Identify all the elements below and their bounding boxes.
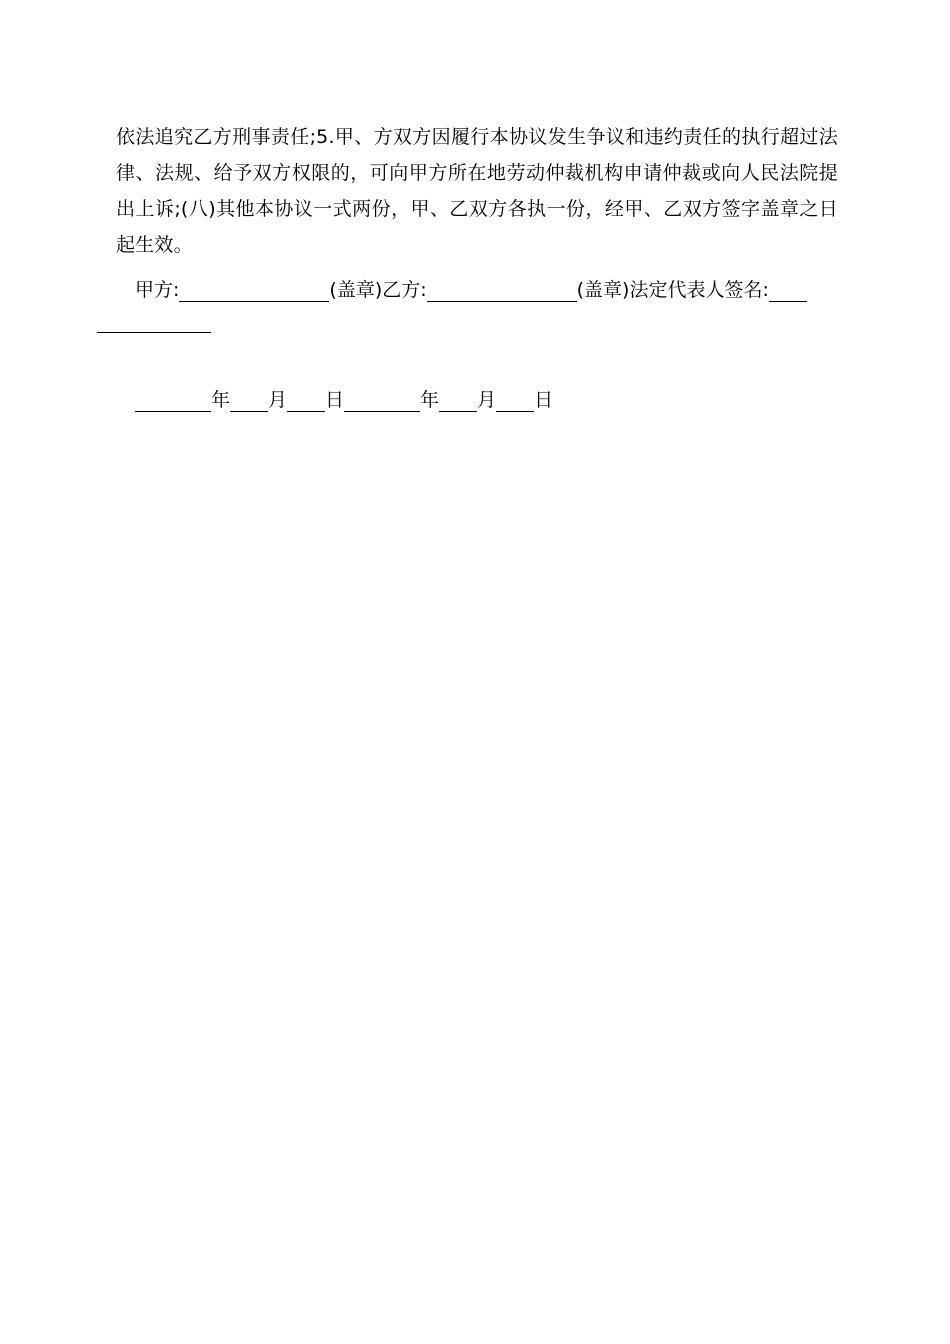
- party-a-seal: (盖章): [329, 279, 383, 301]
- day-label-1: 日: [325, 389, 345, 411]
- month-label-2: 月: [477, 389, 497, 411]
- year-label-2: 年: [420, 389, 440, 411]
- year-label-1: 年: [211, 389, 231, 411]
- day-label-2: 日: [534, 389, 554, 411]
- signature-line: [116, 272, 838, 333]
- party-b-blank: [427, 279, 577, 302]
- legal-rep-blank-continued: [97, 308, 211, 333]
- legal-rep-label: 法定代表人签名:: [629, 279, 769, 301]
- year-blank-1: [135, 389, 211, 412]
- month-label-1: 月: [268, 389, 288, 411]
- month-blank-1: [230, 389, 268, 412]
- month-blank-2: [439, 389, 477, 412]
- party-b-seal: (盖章): [576, 279, 630, 301]
- party-a-label: 甲方:: [135, 279, 180, 301]
- body-paragraph: 依法追究乙方刑事责任;5.甲、方双方因履行本协议发生争议和违约责任的执行超过法律、法规、给予双方权限的，可向甲方所在地劳动仲裁机构申请仲裁或向人民法院提出上诉;(八)其他本协议一式两份，甲、乙双方各执一份，经甲、乙双方签字盖章之日起生效。: [116, 126, 838, 256]
- party-b-label: 乙方:: [382, 279, 427, 301]
- legal-rep-blank: [769, 279, 807, 302]
- day-blank-2: [496, 389, 534, 412]
- year-blank-2: [344, 389, 420, 412]
- day-blank-1: [287, 389, 325, 412]
- party-a-blank: [179, 279, 329, 302]
- date-line: [135, 382, 553, 418]
